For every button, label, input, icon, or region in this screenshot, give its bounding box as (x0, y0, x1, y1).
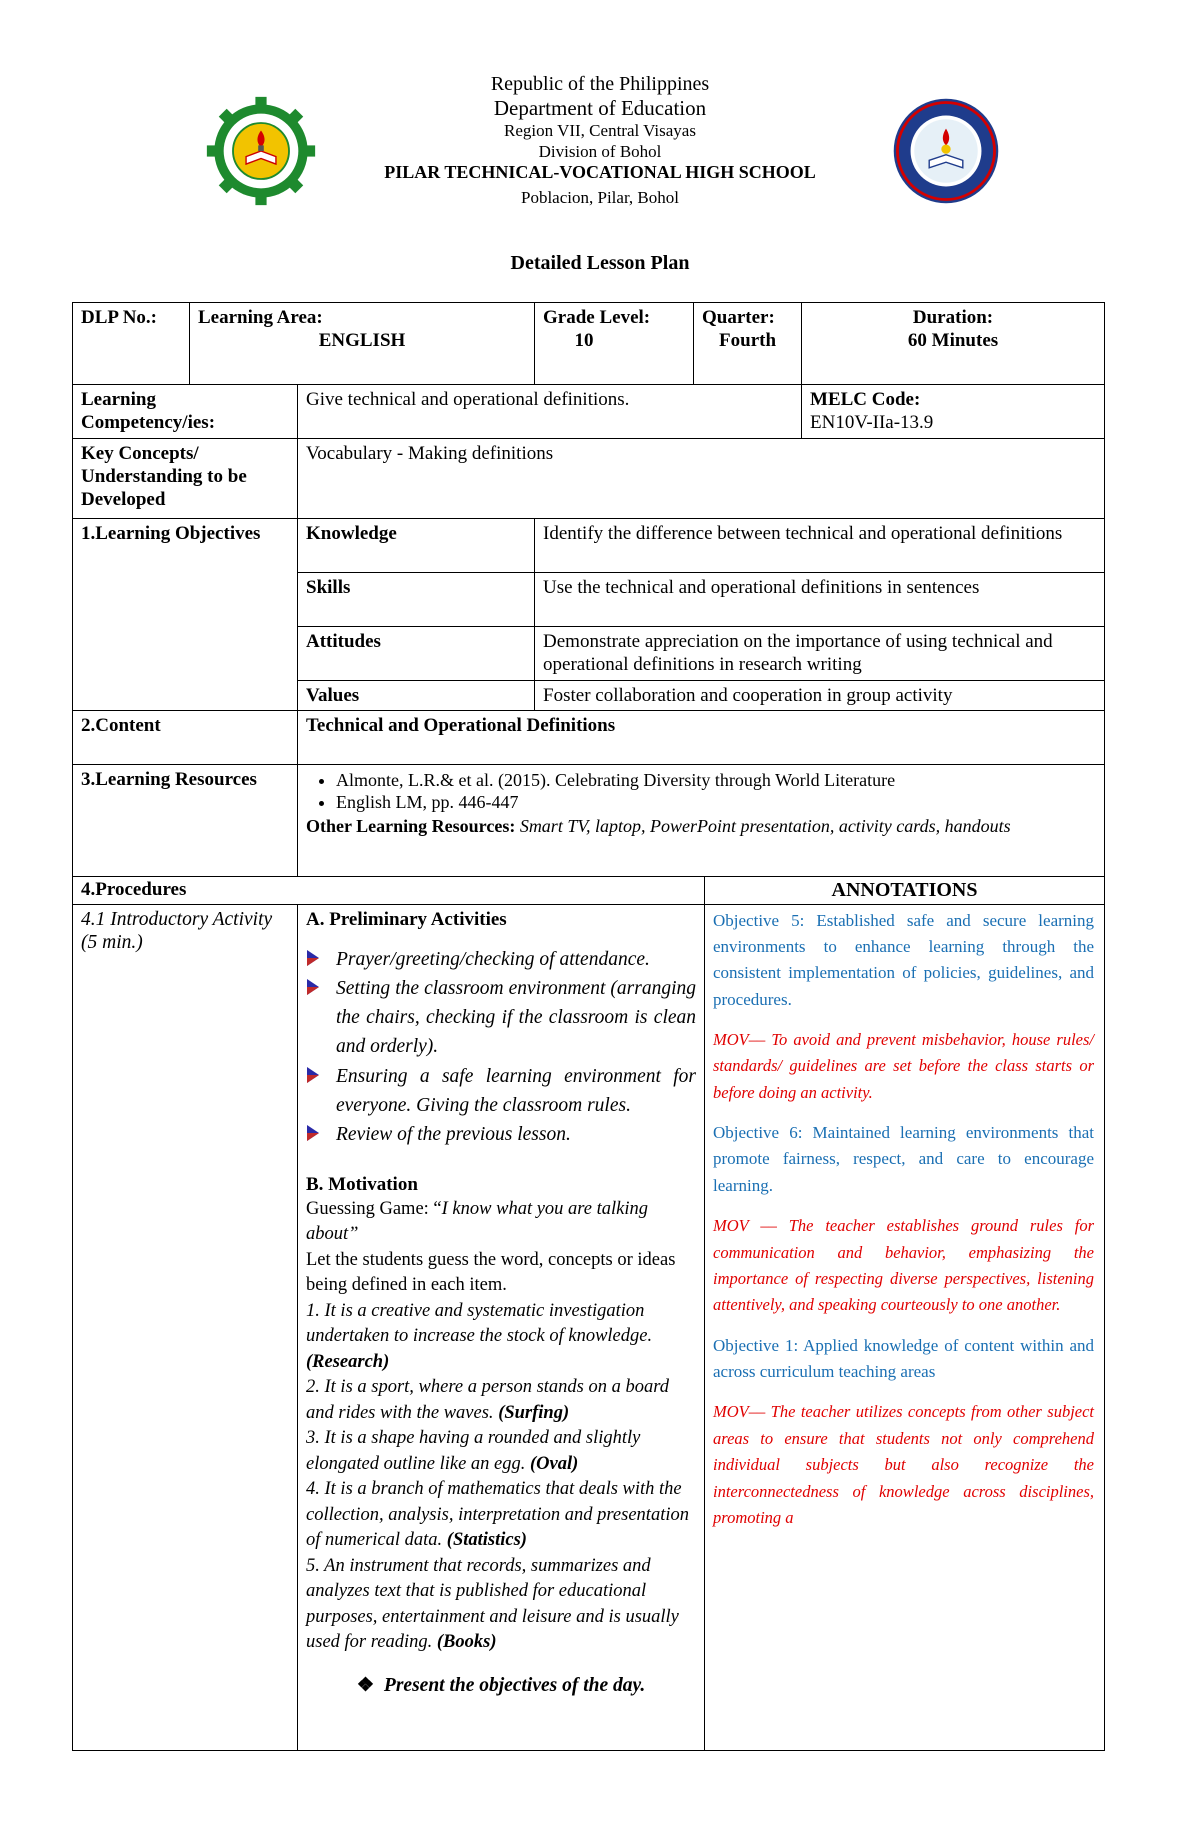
game-item: 1. It is a creative and systematic investigation undertaken to increase the stock of knowledge. (Research) (306, 1300, 653, 1372)
competency-value: Give technical and operational definitions. (298, 385, 802, 439)
objective-text: Identify the difference between technical and operational definitions (535, 519, 1105, 573)
diamond-bullet-icon: ❖ (356, 1674, 375, 1696)
objectives-label: 1.Learning Objectives (73, 519, 298, 711)
game-item: 3. It is a shape having a rounded and slightly elongated outline like an egg. (Oval) (306, 1428, 641, 1474)
procedures-header-row (73, 877, 1105, 904)
grade-level-cell (535, 303, 694, 385)
resources-label: 3.Learning Resources (73, 765, 298, 877)
resources-row (73, 765, 1105, 877)
objective-domain: Knowledge (298, 519, 535, 573)
annotation-objective: Objective 6: Maintained learning environments that promote fairness, respect, and care to encourage learning. (713, 1123, 1095, 1195)
annotations-cell (705, 904, 1105, 1750)
arrow-bullet-icon (306, 1124, 320, 1142)
learning-area-value: ENGLISH (318, 330, 406, 352)
resource-item: • English LM, pp. 446-447 (336, 792, 1096, 814)
division-text: Division of Bohol (538, 141, 662, 161)
duration-cell (802, 303, 1105, 385)
prelim-item: Review of the previous lesson. (306, 1120, 696, 1149)
competency-row (73, 385, 1105, 439)
objective-text: Use the technical and operational definitions in sentences (535, 573, 1105, 627)
department-text: Department of Education (493, 96, 707, 120)
melc-value: EN10V-IIa-13.9 (810, 412, 934, 434)
school-address: Poblacion, Pilar, Bohol (521, 187, 679, 207)
key-concepts-value: Vocabulary - Making definitions (298, 439, 1105, 519)
duration-value: 60 Minutes (907, 330, 999, 352)
region-text: Region VII, Central Visayas (504, 121, 696, 141)
objective-text: Demonstrate appreciation on the importance of using technical and operational definitions in research writing (535, 627, 1105, 681)
objective-text: Foster collaboration and cooperation in group activity (535, 681, 1105, 711)
info-row (73, 303, 1105, 385)
game-item: 5. An instrument that records, summarizes and analyzes text that is published for educational purposes, entertainment and leisure and is usually used for reading. (Books) (306, 1555, 679, 1653)
quarter-value: Fourth (719, 330, 777, 352)
key-concepts-row (73, 439, 1105, 519)
game-name: I know what you are talking about” (306, 1198, 649, 1245)
quarter-label: Quarter: (702, 307, 775, 328)
annotation-objective: Objective 1: Applied knowledge of content within and across curriculum teaching areas (713, 1335, 1095, 1382)
annotation-mov: MOV–– To avoid and prevent misbehavior, house rules/ standards/ guidelines are set before the class starts or before doing an activity. (713, 1029, 1095, 1102)
other-resources-value: Smart TV, laptop, PowerPoint presentation, activity cards, handouts (519, 816, 1011, 837)
step-label: 4.1 Introductory Activity (5 min.) (73, 904, 298, 1750)
school-name: PILAR TECHNICAL-VOCATIONAL HIGH SCHOOL (384, 161, 816, 182)
objective-row (73, 519, 1105, 573)
prelim-list (306, 945, 696, 1150)
quarter-cell (694, 303, 802, 385)
grade-level-value: 10 (574, 330, 594, 352)
content-value: Technical and Operational Definitions (298, 711, 1105, 765)
duration-label: Duration: (912, 307, 994, 328)
resource-item: • Almonte, L.R.& et al. (2015). Celebrating Diversity through World Literature (336, 770, 1096, 792)
melc-cell (802, 385, 1105, 439)
prelim-item: Setting the classroom environment (arranging the chairs, checking if the classroom is clean and orderly). (306, 974, 696, 1062)
activity-cell (298, 904, 705, 1750)
present-objectives: ❖ Present the objectives of the day. (356, 1674, 646, 1696)
arrow-bullet-icon (306, 949, 320, 967)
arrow-bullet-icon (306, 978, 320, 996)
annotation-objective: Objective 5: Established safe and secure learning environments to enhance learning through the consistent implementation of policies, guidelines, and procedures. (713, 910, 1095, 1009)
objective-domain: Values (298, 681, 535, 711)
melc-label: MELC Code: (810, 389, 921, 410)
guessing-game (306, 1197, 696, 1656)
learning-area-label: Learning Area: (198, 307, 323, 328)
learning-area-cell (190, 303, 535, 385)
arrow-bullet-icon (306, 1066, 320, 1084)
motivation-title: B. Motivation (306, 1174, 418, 1196)
game-prefix: Guessing Game: “ (306, 1198, 442, 1219)
procedures-label: 4.Procedures (73, 877, 705, 904)
lesson-plan-table (72, 302, 1105, 1751)
prelim-item: Prayer/greeting/checking of attendance. (306, 945, 696, 974)
dlp-no-cell (73, 303, 190, 385)
game-instruction: Let the students guess the word, concepts or ideas being defined in each item. (306, 1249, 676, 1296)
prelim-item: Ensuring a safe learning environment for everyone. Giving the classroom rules. (306, 1062, 696, 1121)
objective-domain: Skills (298, 573, 535, 627)
objective-domain: Attitudes (298, 627, 535, 681)
content-label: 2.Content (73, 711, 298, 765)
annotation-mov: MOV–– The teacher utilizes concepts from other subject areas to ensure that students not only comprehend individual subjects but also recognize the interconnectedness of knowledge across disciplines, promoting a (713, 1402, 1095, 1527)
game-item: 4. It is a branch of mathematics that deals with the collection, analysis, interpretation and presentation of numerical data. (Statistics) (306, 1479, 689, 1551)
content-row (73, 711, 1105, 765)
dlp-label: DLP No.: (81, 307, 157, 328)
prelim-title: A. Preliminary Activities (306, 908, 507, 930)
resources-list (306, 770, 1096, 814)
other-resources-label: Other Learning Resources: (306, 816, 516, 837)
introductory-activity-row (73, 904, 1105, 1750)
competency-label: Learning Competency/ies: (73, 385, 298, 439)
resources-cell (298, 765, 1105, 877)
header (300, 72, 900, 208)
republic-text: Republic of the Philippines (490, 73, 710, 95)
annotation-mov: MOV –– The teacher establishes ground rules for communication and behavior, emphasizing the importance of respecting diverse perspectives, listening attentively, and speaking courteously to one another. (713, 1216, 1095, 1315)
grade-level-label: Grade Level: (543, 307, 651, 328)
deped-division-seal-logo (890, 95, 1002, 207)
key-concepts-label: Key Concepts/ Understanding to be Developed (73, 439, 298, 519)
document-title: Detailed Lesson Plan (510, 252, 690, 274)
annotations-label: ANNOTATIONS (705, 877, 1105, 904)
game-item: 2. It is a sport, where a person stands on a board and rides with the waves. (Surfing) (306, 1377, 669, 1423)
